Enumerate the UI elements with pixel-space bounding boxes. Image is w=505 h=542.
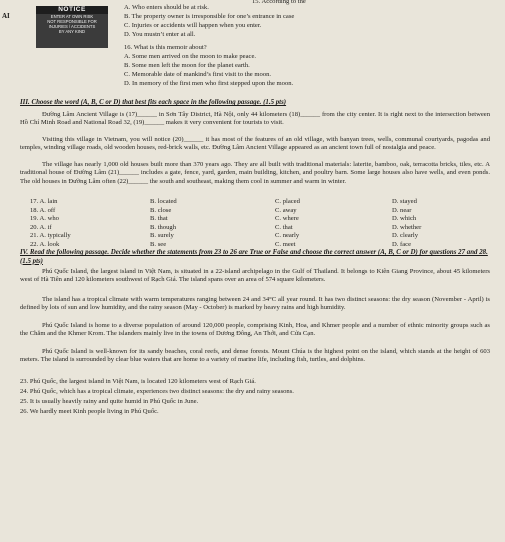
option-a-q20: 20. A. if bbox=[30, 223, 52, 231]
option-c-q19: C. where bbox=[275, 215, 299, 223]
option-c-q18: C. away bbox=[275, 206, 297, 214]
option-d-q22: D. face bbox=[392, 240, 412, 248]
question-15-option-a: A. Who enters should be at risk. bbox=[124, 4, 209, 11]
section-3-paragraph: The village has nearly 1,000 old houses built more than 370 years ago. They are all built with traditional materials: laterite, bamboo, oak, terracotta bricks, tiles, etc. A traditional house of Đường Lâm (21)______ includes a gate, fence, yard, garden, main building, kitchen, and poultry barn. Some large houses also have wells, and even ponds. The old houses in Đường Lâm often (22)______ the south and southeast, making them cool in summer and warm in winter. bbox=[20, 161, 490, 185]
section-4-paragraph: Phú Quốc Island is well-known for its sandy beaches, coral reefs, and dense forests. Mount Chúa is the highest point on the island, which stands at the height of 603 meters. The island is surrounded by clear blue waters that are home to a variety of marine life, including fish, turtles, and dolphins. bbox=[20, 348, 490, 364]
option-b-q22: B. see bbox=[150, 240, 167, 248]
option-a-q22: 22. A. look bbox=[30, 240, 60, 248]
section-3-paragraph: Visiting this village in Vietnam, you will notice (20)______ it has most of the features of an old village, with banyan trees, wells, communal courtyards, pagodas and temples, winding village roads, old wooden houses, red-brick walls, etc. Đường Lâm Ancient Village appeared as an ancient town full of nostalgia and peace. bbox=[20, 136, 490, 152]
option-c-q22: C. meet bbox=[275, 240, 296, 248]
option-d-q18: D. near bbox=[392, 206, 412, 214]
question-26-text: 26. We hardly meet Kinh people living in Phú Quốc. bbox=[20, 408, 159, 415]
cut-fragment-text: AI bbox=[2, 12, 10, 20]
question-16-option-a: A. Some men arrived on the moon to make peace. bbox=[124, 53, 257, 60]
options-row-q19 bbox=[20, 215, 490, 224]
section-3-heading: III. Choose the word (A, B, C or D) that best fits each space in the following passage. (1.5 pts) bbox=[20, 99, 287, 106]
section-3-paragraph: Đường Lâm Ancient Village is (17)______ in Sơn Tây District, Hà Nội, only 44 kilometers (18)______ from the city center. It is right next to the intersection between Hồ Chí Minh Road and National Road 32, (19)______ makes it very convenient for tourists to visit. bbox=[20, 111, 490, 127]
question-15-option-c: C. Injuries or accidents will happen when you enter. bbox=[124, 22, 262, 29]
option-d-q20: D. whether bbox=[392, 223, 422, 231]
question-16-text: 16. What is this memoir about? bbox=[124, 44, 207, 51]
option-c-q21: C. nearly bbox=[275, 232, 300, 240]
option-a-q19: 19. A. who bbox=[30, 215, 59, 223]
notice-sign-line: ENTER AT OWN RISK bbox=[50, 14, 94, 19]
section-4-heading: IV. Read the following passage. Decide whether the statements from 23 to 26 are True or False and choose the correct answer (A, B, C or D) for questions 27 and 28. (1.5 pts) bbox=[20, 249, 488, 265]
question-16-option-d: D. In memory of the first men who first stepped upon the moon. bbox=[124, 80, 294, 87]
notice-sign-line: BY ANY KIND bbox=[58, 29, 86, 34]
options-row-q21 bbox=[20, 232, 490, 241]
option-d-q17: D. stayed bbox=[392, 198, 417, 205]
question-16-option-c: C. Memorable date of mankind’s first visit to the moon. bbox=[124, 71, 272, 78]
notice-sign-image bbox=[36, 6, 108, 48]
question-16-option-b: B. Some men left the moon for the planet earth. bbox=[124, 62, 250, 69]
option-b-q19: B. that bbox=[150, 215, 168, 223]
option-c-q20: C. that bbox=[275, 223, 293, 231]
notice-sign-line: INJURIES / ACCIDENTS bbox=[48, 24, 96, 29]
question-23-text: 23. Phú Quốc, the largest island in Việt Nam, is located 120 kilometers west of Rạch Giá. bbox=[20, 378, 256, 385]
option-d-q19: D. which bbox=[392, 215, 417, 223]
question-24-text: 24. Phú Quốc, which has a tropical climate, experiences two distinct seasons: the dry and rainy seasons. bbox=[20, 388, 294, 395]
options-row-q17 bbox=[20, 198, 490, 207]
question-15-text: 15. According to the bbox=[252, 0, 306, 5]
options-row-q18 bbox=[20, 207, 490, 216]
question-15-option-b: B. The property owner is irresponsible for one’s entrance in case bbox=[124, 13, 295, 20]
option-a-q21: 21. A. typically bbox=[30, 232, 71, 240]
option-a-q17: 17. A. lain bbox=[30, 198, 58, 205]
section-4-paragraph: Phú Quốc Island is home to a diverse population of around 120,000 people, comprising Kinh, Hoa, and Khmer people and a number of ethnic minority groups such as the Chăm and the Khmer Krom. The islanders mainly live in the towns of Dương Đông, An Thới, and Cửa Cạn. bbox=[20, 322, 490, 338]
notice-sign-line: NOT RESPONSIBLE FOR bbox=[47, 19, 97, 24]
question-15-option-d: D. You mustn’t enter at all. bbox=[124, 31, 196, 38]
option-c-q17: C. placed bbox=[275, 198, 300, 205]
option-b-q20: B. though bbox=[150, 223, 177, 231]
section-4-paragraph: Phú Quốc Island, the largest island in Việt Nam, is situated in a 22-island archipelago in the Gulf of Thailand. It belongs to Kiên Giang Province, about 45 kilometers west of Hà Tiên and 120 kilometers southwest of Rạch Giá. The island spans over an area of 574 square kilometers. bbox=[20, 268, 490, 284]
option-a-q18: 18. A. off bbox=[30, 206, 56, 214]
option-d-q21: D. clearly bbox=[392, 232, 418, 240]
option-b-q17: B. located bbox=[150, 198, 177, 205]
notice-sign-heading: NOTICE bbox=[36, 6, 108, 14]
question-25-text: 25. It is usually heavily rainy and quite humid in Phú Quốc in June. bbox=[20, 398, 199, 405]
option-b-q18: B. close bbox=[150, 206, 172, 214]
options-row-q20 bbox=[20, 224, 490, 233]
option-b-q21: B. surely bbox=[150, 232, 174, 240]
section-3-options-grid bbox=[20, 198, 490, 250]
section-4-paragraph: The island has a tropical climate with warm temperatures ranging between 24 and 34°C all year round. It has two distinct seasons: the dry season (November - April) is defined by lots of sun and low humidity, and the rainy season (May - October) is marked by heavy rains and high humidity. bbox=[20, 296, 490, 312]
